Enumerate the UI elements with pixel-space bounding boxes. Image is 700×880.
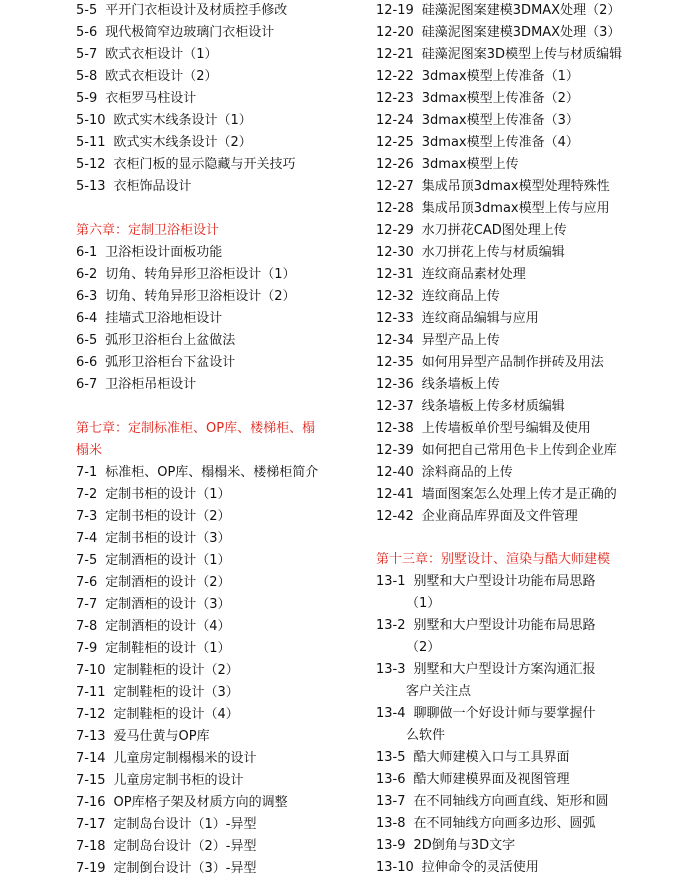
item-number: 12-22 bbox=[376, 69, 414, 84]
item-number: 6-4 bbox=[76, 311, 98, 326]
list-item bbox=[76, 550, 346, 572]
list-item bbox=[76, 0, 346, 22]
item-title: 3dmax模型上传准备（1） bbox=[421, 69, 579, 84]
list-item bbox=[76, 594, 346, 616]
item-number: 5-8 bbox=[76, 69, 98, 84]
list-item bbox=[76, 374, 346, 396]
item-number: 5-5 bbox=[76, 3, 98, 18]
list-item bbox=[76, 44, 346, 66]
item-title: 在不同轴线方向画多边形、圆弧 bbox=[413, 816, 596, 831]
list-item bbox=[376, 747, 676, 769]
item-title: 定制书柜的设计（3） bbox=[105, 531, 231, 546]
list-item bbox=[76, 704, 346, 726]
chapter6-section bbox=[76, 220, 346, 396]
item-title: 定制岛台设计（1）-异型 bbox=[113, 817, 257, 832]
list-item bbox=[376, 132, 676, 154]
item-number: 13-5 bbox=[376, 750, 406, 765]
list-item bbox=[76, 22, 346, 44]
list-item bbox=[376, 791, 676, 813]
list-item bbox=[76, 176, 346, 198]
list-item bbox=[376, 22, 676, 44]
item-number: 7-3 bbox=[76, 509, 98, 524]
item-number: 7-5 bbox=[76, 553, 98, 568]
list-item bbox=[376, 308, 676, 330]
item-title: 3dmax模型上传准备（3） bbox=[421, 113, 579, 128]
item-title: 水刀拼花上传与材质编辑 bbox=[421, 245, 565, 260]
chapter-heading: 第十三章：别墅设计、渲染与酷大师建模 bbox=[376, 552, 611, 567]
item-number: 7-17 bbox=[76, 817, 106, 832]
list-item bbox=[376, 484, 676, 506]
item-number: 7-11 bbox=[76, 685, 106, 700]
list-item bbox=[376, 176, 676, 198]
item-number: 5-7 bbox=[76, 47, 98, 62]
item-title: 拉伸命令的灵活使用 bbox=[421, 860, 539, 875]
item-title: 酷大师建模入口与工具界面 bbox=[413, 750, 570, 765]
item-title: 在不同轴线方向画直线、矩形和圆 bbox=[413, 794, 609, 809]
item-number: 13-3 bbox=[376, 662, 406, 677]
list-item bbox=[376, 242, 676, 264]
item-title: 卫浴柜设计面板功能 bbox=[105, 245, 223, 260]
item-title: 定制酒柜的设计（1） bbox=[105, 553, 231, 568]
item-number: 13-1 bbox=[376, 574, 406, 589]
section-gap bbox=[76, 396, 346, 418]
item-number: 12-20 bbox=[376, 25, 414, 40]
left-column bbox=[76, 0, 346, 880]
item-title: 硅藻泥图案建模3DMAX处理（2） bbox=[421, 3, 621, 18]
item-title: 涂料商品的上传 bbox=[421, 465, 513, 480]
item-title: 定制酒柜的设计（3） bbox=[105, 597, 231, 612]
list-item bbox=[76, 308, 346, 330]
item-number: 7-6 bbox=[76, 575, 98, 590]
list-item bbox=[376, 352, 676, 374]
list-item bbox=[376, 0, 676, 22]
item-number: 12-32 bbox=[376, 289, 414, 304]
item-number: 6-2 bbox=[76, 267, 98, 282]
item-title: 切角、转角异形卫浴柜设计（2） bbox=[105, 289, 296, 304]
item-title: 定制鞋柜的设计（1） bbox=[105, 641, 231, 656]
list-item bbox=[376, 615, 676, 637]
item-title: 3dmax模型上传 bbox=[421, 157, 519, 172]
item-title: 衣柜饰品设计 bbox=[113, 179, 192, 194]
item-number: 7-15 bbox=[76, 773, 106, 788]
list-item bbox=[76, 814, 346, 836]
list-item bbox=[76, 132, 346, 154]
list-item bbox=[376, 769, 676, 791]
chapter-heading-continued: 榻米 bbox=[76, 443, 103, 458]
item-number: 12-34 bbox=[376, 333, 414, 348]
item-number: 6-7 bbox=[76, 377, 98, 392]
item-number: 6-6 bbox=[76, 355, 98, 370]
item-number: 12-31 bbox=[376, 267, 414, 282]
list-item bbox=[76, 110, 346, 132]
item-title: 聊聊做一个好设计师与要掌握什 bbox=[413, 706, 596, 721]
list-item bbox=[76, 154, 346, 176]
item-number: 12-40 bbox=[376, 465, 414, 480]
item-title: 衣柜门板的显示隐藏与开关技巧 bbox=[113, 157, 296, 172]
list-item bbox=[376, 418, 676, 440]
item-number: 12-35 bbox=[376, 355, 414, 370]
list-item bbox=[76, 528, 346, 550]
list-item bbox=[376, 440, 676, 462]
list-item bbox=[76, 242, 346, 264]
item-number: 13-4 bbox=[376, 706, 406, 721]
list-item bbox=[376, 703, 676, 725]
item-title: 别墅和大户型设计方案沟通汇报 bbox=[413, 662, 596, 677]
list-item bbox=[376, 66, 676, 88]
list-item bbox=[76, 88, 346, 110]
item-number: 12-36 bbox=[376, 377, 414, 392]
list-item bbox=[76, 770, 346, 792]
item-number: 6-5 bbox=[76, 333, 98, 348]
list-item bbox=[376, 88, 676, 110]
chapter5-list bbox=[76, 0, 346, 198]
item-number: 7-7 bbox=[76, 597, 98, 612]
item-number: 7-12 bbox=[76, 707, 106, 722]
item-title: 酷大师建模界面及视图管理 bbox=[413, 772, 570, 787]
list-item bbox=[76, 462, 346, 484]
item-title: 如何把自己常用色卡上传到企业库 bbox=[421, 443, 617, 458]
item-number: 7-1 bbox=[76, 465, 98, 480]
list-item bbox=[376, 396, 676, 418]
item-number: 5-13 bbox=[76, 179, 106, 194]
list-item bbox=[376, 462, 676, 484]
item-number: 13-7 bbox=[376, 794, 406, 809]
item-number: 7-10 bbox=[76, 663, 106, 678]
item-number: 12-24 bbox=[376, 113, 414, 128]
item-title: 2D倒角与3D文字 bbox=[413, 838, 516, 853]
item-title: 别墅和大户型设计功能布局思路 bbox=[413, 574, 596, 589]
list-item bbox=[76, 726, 346, 748]
list-item bbox=[376, 110, 676, 132]
item-number: 13-6 bbox=[376, 772, 406, 787]
list-item bbox=[376, 286, 676, 308]
item-number: 12-29 bbox=[376, 223, 414, 238]
item-title: 上传墙板单价型号编辑及使用 bbox=[421, 421, 591, 436]
item-title-continued: 么软件 bbox=[406, 728, 446, 743]
item-title: 弧形卫浴柜台上盆做法 bbox=[105, 333, 236, 348]
item-number: 7-9 bbox=[76, 641, 98, 656]
item-title: 挂墙式卫浴地柜设计 bbox=[105, 311, 223, 326]
item-number: 12-42 bbox=[376, 509, 414, 524]
list-item bbox=[376, 571, 676, 593]
item-number: 7-8 bbox=[76, 619, 98, 634]
list-item bbox=[76, 638, 346, 660]
item-number: 13-9 bbox=[376, 838, 406, 853]
item-number: 12-25 bbox=[376, 135, 414, 150]
item-title: 欧式实木线条设计（1） bbox=[113, 113, 252, 128]
list-item bbox=[76, 858, 346, 880]
item-title: 3dmax模型上传准备（2） bbox=[421, 91, 579, 106]
list-item bbox=[376, 330, 676, 352]
item-title: 线条墙板上传多材质编辑 bbox=[421, 399, 565, 414]
item-number: 12-19 bbox=[376, 3, 414, 18]
item-title: 定制鞋柜的设计（2） bbox=[113, 663, 239, 678]
chapter13-section bbox=[376, 549, 676, 879]
item-title: 爱马仕黄与OP库 bbox=[113, 729, 210, 744]
list-item bbox=[76, 660, 346, 682]
item-number: 13-2 bbox=[376, 618, 406, 633]
item-title: 集成吊顶3dmax模型上传与应用 bbox=[421, 201, 610, 216]
item-number: 5-6 bbox=[76, 25, 98, 40]
item-number: 7-13 bbox=[76, 729, 106, 744]
item-number: 6-3 bbox=[76, 289, 98, 304]
item-title: 连纹商品编辑与应用 bbox=[421, 311, 539, 326]
list-item bbox=[76, 792, 346, 814]
item-number: 13-10 bbox=[376, 860, 414, 875]
item-title: 集成吊顶3dmax模型处理特殊性 bbox=[421, 179, 610, 194]
list-item bbox=[76, 572, 346, 594]
item-title: 企业商品库界面及文件管理 bbox=[421, 509, 578, 524]
item-number: 12-28 bbox=[376, 201, 414, 216]
item-title: 标准柜、OP库、榻榻米、楼梯柜简介 bbox=[105, 465, 319, 480]
item-title-continued: （1） bbox=[406, 596, 441, 611]
list-item bbox=[76, 66, 346, 88]
list-item bbox=[76, 506, 346, 528]
item-number: 12-21 bbox=[376, 47, 414, 62]
item-number: 5-10 bbox=[76, 113, 106, 128]
item-title-continued: 客户关注点 bbox=[406, 684, 472, 699]
list-item bbox=[76, 682, 346, 704]
item-title: 定制酒柜的设计（4） bbox=[105, 619, 231, 634]
item-number: 12-26 bbox=[376, 157, 414, 172]
item-title: 平开门衣柜设计及材质控手修改 bbox=[105, 3, 288, 18]
item-number: 12-41 bbox=[376, 487, 414, 502]
list-item bbox=[76, 616, 346, 638]
list-item bbox=[76, 836, 346, 858]
item-number: 7-18 bbox=[76, 839, 106, 854]
item-title-continued: （2） bbox=[406, 640, 441, 655]
list-item bbox=[376, 264, 676, 286]
list-item bbox=[76, 748, 346, 770]
item-title: 硅藻泥图案建模3DMAX处理（3） bbox=[421, 25, 621, 40]
chapter-heading: 第六章：定制卫浴柜设计 bbox=[76, 223, 220, 238]
item-title: 定制鞋柜的设计（3） bbox=[113, 685, 239, 700]
list-item bbox=[76, 330, 346, 352]
item-title: 儿童房定制书柜的设计 bbox=[113, 773, 244, 788]
item-number: 12-27 bbox=[376, 179, 414, 194]
item-title: 如何用异型产品制作拼砖及用法 bbox=[421, 355, 604, 370]
list-item bbox=[376, 220, 676, 242]
item-number: 5-11 bbox=[76, 135, 106, 150]
item-title: 定制岛台设计（2）-异型 bbox=[113, 839, 257, 854]
chapter7-section bbox=[76, 418, 346, 880]
item-title: 定制书柜的设计（1） bbox=[105, 487, 231, 502]
item-title: 线条墙板上传 bbox=[421, 377, 500, 392]
list-item bbox=[376, 813, 676, 835]
item-title: 弧形卫浴柜台下盆设计 bbox=[105, 355, 236, 370]
right-column bbox=[376, 0, 676, 879]
item-title: 儿童房定制榻榻米的设计 bbox=[113, 751, 257, 766]
item-number: 12-33 bbox=[376, 311, 414, 326]
item-title: 卫浴柜吊柜设计 bbox=[105, 377, 197, 392]
list-item bbox=[376, 835, 676, 857]
list-item bbox=[376, 659, 676, 681]
item-number: 12-30 bbox=[376, 245, 414, 260]
item-title: 现代极简窄边玻璃门衣柜设计 bbox=[105, 25, 275, 40]
item-number: 12-37 bbox=[376, 399, 414, 414]
section-gap bbox=[76, 198, 346, 220]
item-title: OP库格子架及材质方向的调整 bbox=[113, 795, 288, 810]
item-title: 定制鞋柜的设计（4） bbox=[113, 707, 239, 722]
chapter-heading: 第七章：定制标准柜、OP库、楼梯柜、榻 bbox=[76, 421, 316, 436]
item-title: 异型产品上传 bbox=[421, 333, 500, 348]
item-title: 连纹商品素材处理 bbox=[421, 267, 526, 282]
item-title: 切角、转角异形卫浴柜设计（1） bbox=[105, 267, 296, 282]
list-item bbox=[376, 857, 676, 879]
item-title: 水刀拼花CAD图处理上传 bbox=[421, 223, 567, 238]
item-number: 12-39 bbox=[376, 443, 414, 458]
item-title: 欧式衣柜设计（1） bbox=[105, 47, 218, 62]
item-number: 7-14 bbox=[76, 751, 106, 766]
item-number: 6-1 bbox=[76, 245, 98, 260]
item-title: 欧式实木线条设计（2） bbox=[113, 135, 252, 150]
list-item bbox=[376, 154, 676, 176]
list-item bbox=[76, 352, 346, 374]
item-title: 欧式衣柜设计（2） bbox=[105, 69, 218, 84]
item-number: 7-2 bbox=[76, 487, 98, 502]
list-item bbox=[76, 484, 346, 506]
section-gap bbox=[376, 528, 676, 549]
item-number: 5-9 bbox=[76, 91, 98, 106]
item-number: 7-16 bbox=[76, 795, 106, 810]
list-item bbox=[376, 44, 676, 66]
list-item bbox=[376, 198, 676, 220]
item-title: 墙面图案怎么处理上传才是正确的 bbox=[421, 487, 617, 502]
item-number: 13-8 bbox=[376, 816, 406, 831]
item-title: 衣柜罗马柱设计 bbox=[105, 91, 197, 106]
item-number: 5-12 bbox=[76, 157, 106, 172]
list-item bbox=[76, 264, 346, 286]
item-title: 定制酒柜的设计（2） bbox=[105, 575, 231, 590]
chapter12-list bbox=[376, 0, 676, 528]
item-number: 12-38 bbox=[376, 421, 414, 436]
list-item bbox=[376, 506, 676, 528]
item-title: 别墅和大户型设计功能布局思路 bbox=[413, 618, 596, 633]
item-title: 定制书柜的设计（2） bbox=[105, 509, 231, 524]
item-title: 硅藻泥图案3D模型上传与材质编辑 bbox=[421, 47, 623, 62]
item-number: 12-23 bbox=[376, 91, 414, 106]
item-title: 3dmax模型上传准备（4） bbox=[421, 135, 579, 150]
item-number: 7-4 bbox=[76, 531, 98, 546]
list-item bbox=[76, 286, 346, 308]
list-item bbox=[376, 374, 676, 396]
item-number: 7-19 bbox=[76, 861, 106, 876]
item-title: 连纹商品上传 bbox=[421, 289, 500, 304]
item-title: 定制倒台设计（3）-异型 bbox=[113, 861, 257, 876]
